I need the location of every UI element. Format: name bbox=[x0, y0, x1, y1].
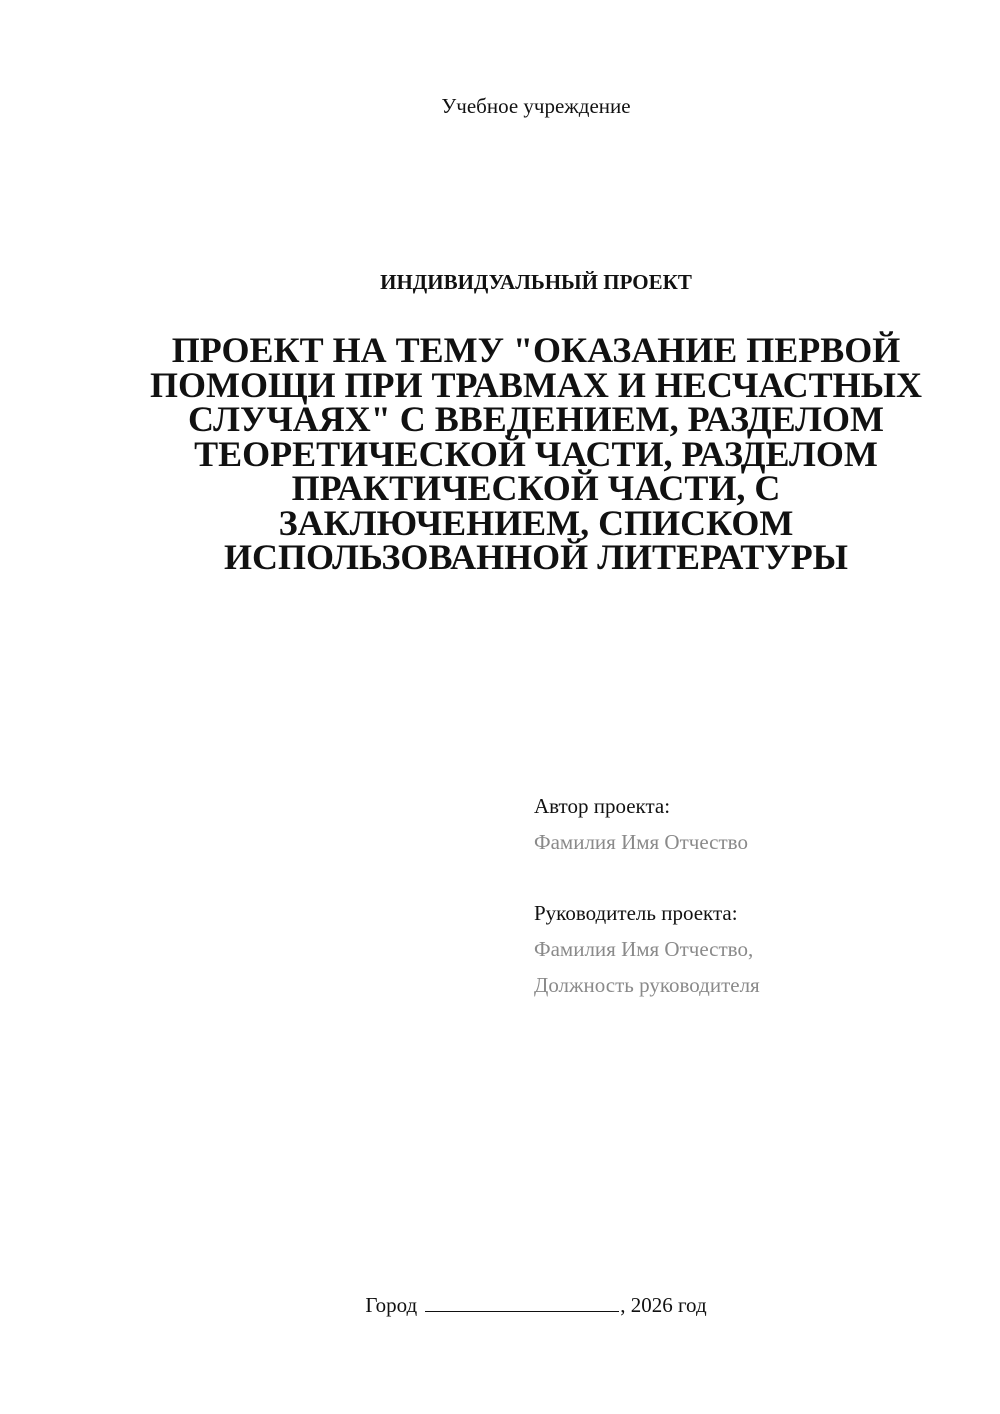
spacer bbox=[534, 860, 974, 895]
author-label: Автор проекта: bbox=[534, 794, 671, 818]
institution-name: Учебное учреждение bbox=[441, 94, 631, 118]
project-title: ПРОЕКТ НА ТЕМУ "ОКАЗАНИЕ ПЕРВОЙ ПОМОЩИ ПРИ ТРАВМАХ И НЕСЧАСТНЫХ СЛУЧАЯХ" С ВВЕДЕНИЕМ, РАЗДЕЛОМ ТЕОРЕТИЧЕСКОЙ ЧАСТИ, РАЗДЕЛОМ ПРАКТИЧЕСКОЙ ЧАСТИ, С ЗАКЛЮЧЕНИЕМ, СПИСКОМ ИСПОЛЬЗОВАННОЙ ЛИТЕРАТУРЫ bbox=[150, 330, 922, 577]
year-text: , 2026 год bbox=[620, 1293, 707, 1317]
supervisor-label: Руководитель проекта: bbox=[534, 901, 738, 925]
city-label: Город bbox=[365, 1293, 418, 1317]
people-block bbox=[534, 788, 974, 1003]
city-year-line bbox=[0, 1292, 1000, 1318]
city-blank-underline bbox=[425, 1293, 619, 1312]
supervisor-name: Фамилия Имя Отчество, bbox=[534, 937, 754, 961]
supervisor-position: Должность руководителя bbox=[534, 973, 760, 997]
author-name: Фамилия Имя Отчество bbox=[534, 830, 748, 854]
project-type: ИНДИВИДУАЛЬНЫЙ ПРОЕКТ bbox=[380, 270, 692, 294]
